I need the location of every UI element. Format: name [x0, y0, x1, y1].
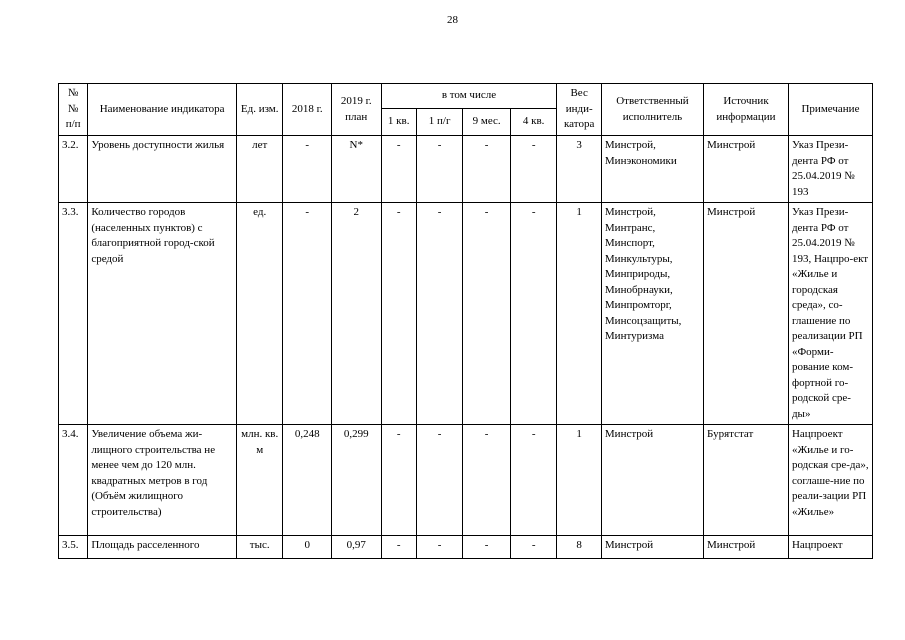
cell-source: Минстрой: [704, 536, 789, 559]
header-q1: 1 кв.: [381, 109, 416, 136]
cell-unit: лет: [236, 136, 283, 203]
table-header: [59, 84, 873, 136]
indicators-table: [58, 83, 873, 559]
cell-2019-plan: N*: [331, 136, 381, 203]
cell-2018: -: [283, 203, 332, 425]
header-including: в том числе: [381, 84, 557, 109]
cell-weight: 8: [557, 536, 601, 559]
cell-h1: -: [416, 203, 463, 425]
header-name: Наименование индикатора: [88, 84, 237, 136]
table-row: [59, 203, 873, 425]
cell-q4: -: [510, 536, 557, 559]
cell-name: Увеличение объема жи-лищного строительства не менее чем до 120 млн. квадратных метров в год (Объём жилищного строительства): [88, 425, 237, 536]
cell-num: 3.4.: [59, 425, 88, 536]
cell-q1: -: [381, 203, 416, 425]
cell-name: Количество городов (населенных пунктов) с благоприятной город-ской средой: [88, 203, 237, 425]
cell-h1: -: [416, 136, 463, 203]
table-row: [59, 425, 873, 536]
header-note: Примечание: [788, 84, 872, 136]
table-row: [59, 536, 873, 559]
cell-source: Минстрой: [704, 203, 789, 425]
cell-source: Бурятстат: [704, 425, 789, 536]
cell-q4: -: [510, 425, 557, 536]
cell-num: 3.2.: [59, 136, 88, 203]
table-body: [59, 136, 873, 559]
cell-num: 3.3.: [59, 203, 88, 425]
cell-responsible: Минстрой: [601, 536, 703, 559]
cell-note: Нацпроект: [788, 536, 872, 559]
table-row: [59, 136, 873, 203]
cell-9m: -: [463, 536, 511, 559]
cell-2018: -: [283, 136, 332, 203]
header-responsible: Ответственный исполнитель: [601, 84, 703, 136]
cell-weight: 3: [557, 136, 601, 203]
cell-responsible: Минстрой, Минэкономики: [601, 136, 703, 203]
header-h1: 1 п/г: [416, 109, 463, 136]
cell-q1: -: [381, 136, 416, 203]
header-q4: 4 кв.: [510, 109, 557, 136]
cell-responsible: Минстрой, Минтранс, Минспорт, Минкультуры, Минприроды, Минобрнауки, Минпромторг, Минсоцзащиты, Минтуризма: [601, 203, 703, 425]
cell-q1: -: [381, 536, 416, 559]
cell-unit: млн. кв. м: [236, 425, 283, 536]
cell-2018: 0: [283, 536, 332, 559]
header-2018: 2018 г.: [283, 84, 332, 136]
cell-q4: -: [510, 203, 557, 425]
cell-source: Минстрой: [704, 136, 789, 203]
cell-h1: -: [416, 536, 463, 559]
cell-2019-plan: 0,97: [331, 536, 381, 559]
cell-responsible: Минстрой: [601, 425, 703, 536]
cell-weight: 1: [557, 425, 601, 536]
cell-note: Нацпроект «Жилье и го-родская сре-да», соглаше-ние по реали-зации РП «Жилье»: [788, 425, 872, 536]
header-num: № № п/п: [59, 84, 88, 136]
cell-9m: -: [463, 203, 511, 425]
cell-9m: -: [463, 136, 511, 203]
cell-unit: ед.: [236, 203, 283, 425]
header-9m: 9 мес.: [463, 109, 511, 136]
cell-2019-plan: 2: [331, 203, 381, 425]
cell-9m: -: [463, 425, 511, 536]
header-weight: Вес инди-катора: [557, 84, 601, 136]
cell-q4: -: [510, 136, 557, 203]
cell-2019-plan: 0,299: [331, 425, 381, 536]
cell-h1: -: [416, 425, 463, 536]
page-number: 28: [447, 14, 458, 26]
cell-2018: 0,248: [283, 425, 332, 536]
cell-name: Площадь расселенного: [88, 536, 237, 559]
cell-name: Уровень доступности жилья: [88, 136, 237, 203]
cell-unit: тыс.: [236, 536, 283, 559]
header-unit: Ед. изм.: [236, 84, 283, 136]
cell-weight: 1: [557, 203, 601, 425]
header-source: Источник информации: [704, 84, 789, 136]
cell-note: Указ Прези-дента РФ от 25.04.2019 № 193, Нацпро-ект «Жилье и городская среда», со-глашение по реализации РП «Форми-рование ком-фортной го-родской сре-ды»: [788, 203, 872, 425]
cell-q1: -: [381, 425, 416, 536]
header-2019-plan: 2019 г. план: [331, 84, 381, 136]
cell-num: 3.5.: [59, 536, 88, 559]
cell-note: Указ Прези-дента РФ от 25.04.2019 № 193: [788, 136, 872, 203]
